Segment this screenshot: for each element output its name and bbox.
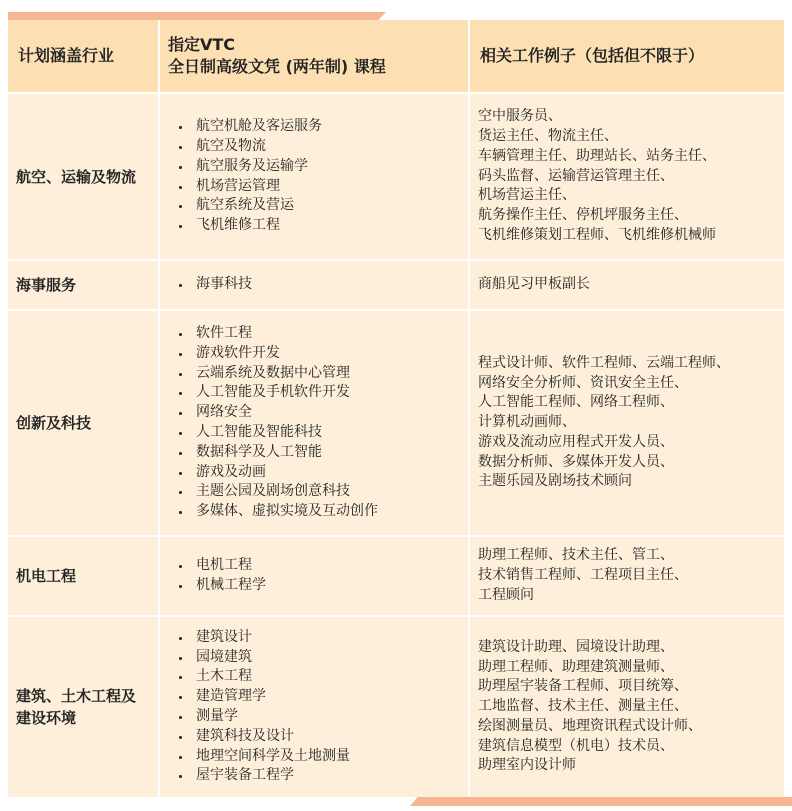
header-programme-line1: 指定VTC	[168, 35, 236, 54]
programme-list	[174, 275, 252, 295]
programme-item: • 数据科学及人工智能	[192, 443, 378, 463]
programme-item: • 机场营运管理	[192, 177, 322, 197]
text-line: 建筑设计助理、园境设计助理、	[478, 638, 674, 655]
programme-item: • 软件工程	[192, 324, 378, 344]
text-line: 助理工程师、技术主任、管工、	[478, 547, 674, 564]
programme-item: • 人工智能及智能科技	[192, 423, 378, 443]
industry-label: 创新及科技	[16, 414, 92, 432]
programme-list	[174, 556, 266, 596]
text-line: 工地监督、技术主任、测量主任、	[478, 698, 688, 715]
row-programmes	[160, 94, 470, 259]
row-jobs	[470, 537, 784, 615]
industry-label: 海事服务	[16, 276, 77, 294]
row-industry	[8, 94, 160, 259]
text-line: 助理屋宇装备工程师、项目统筹、	[478, 678, 688, 695]
jobs-text	[478, 354, 730, 493]
programme-item: • 测量学	[192, 707, 350, 727]
programme-item: • 网络安全	[192, 403, 378, 423]
programme-item: • 建造管理学	[192, 687, 350, 707]
text-line: 空中服务员、	[478, 108, 562, 125]
text-line: 货运主任、物流主任、	[478, 128, 618, 144]
top-accent-bar	[8, 12, 386, 20]
programme-item: • 航空及物流	[192, 137, 322, 157]
programme-item: • 飞机维修工程	[192, 216, 322, 236]
text-line: 飞机维修策划工程师、飞机维修机械师	[478, 226, 716, 243]
text-line: 工程顾问	[478, 586, 534, 603]
programme-item: • 土木工程	[192, 667, 350, 687]
programme-item: • 航空系统及营运	[192, 196, 322, 216]
text-line: 建筑、土木工程及	[16, 687, 137, 705]
programme-item: • 多媒体、虚拟实境及互动创作	[192, 502, 378, 522]
row-programmes	[160, 617, 470, 797]
row-programmes	[160, 537, 470, 615]
programme-list	[174, 117, 322, 236]
text-line: 机场营运主任、	[478, 187, 576, 204]
industry-label: 机电工程	[16, 567, 77, 585]
text-line: 助理工程师、助理建筑测量师、	[478, 658, 674, 675]
row-programmes	[160, 261, 470, 309]
row-industry	[8, 261, 160, 309]
row-jobs	[470, 261, 784, 309]
jobs-text	[478, 546, 688, 605]
header-programme-line2: 全日制高级文凭 (两年制) 课程	[168, 57, 386, 76]
programme-item: • 园境建筑	[192, 648, 350, 668]
text-line: 绘图测量员、地理资讯程式设计师、	[478, 717, 702, 734]
row-jobs	[470, 617, 784, 797]
programme-item: • 航空服务及运输学	[192, 157, 322, 177]
row-jobs	[470, 94, 784, 259]
programme-item: • 主题公园及剧场创意科技	[192, 482, 378, 502]
programme-list	[174, 628, 350, 786]
text-line: 计算机动画师、	[478, 414, 576, 431]
programme-item: • 地理空间科学及土地测量	[192, 747, 350, 767]
text-line: 数据分析师、多媒体开发人员、	[478, 453, 674, 470]
header-industry	[8, 20, 160, 92]
text-line: 主题乐园及剧场技术顾问	[478, 473, 632, 490]
programme-item: • 人工智能及手机软件开发	[192, 383, 378, 403]
text-line: 车辆管理主任、助理站长、站务主任、	[478, 147, 716, 164]
programme-item: • 建筑科技及设计	[192, 727, 350, 747]
text-line: 建筑信息模型（机电）技术员、	[478, 737, 674, 754]
header-programme	[160, 20, 470, 92]
programme-item: • 屋宇装备工程学	[192, 766, 350, 786]
row-industry	[8, 311, 160, 535]
industry-label	[16, 685, 136, 729]
bottom-accent-bar	[410, 797, 792, 806]
programme-item: • 游戏及动画	[192, 463, 378, 483]
row-industry	[8, 617, 160, 797]
text-line: 码头监督、运输营运管理主任、	[478, 167, 674, 184]
programme-item: • 云端系统及数据中心管理	[192, 364, 378, 384]
text-line: 技术销售工程师、工程项目主任、	[478, 567, 688, 584]
programme-item: • 电机工程	[192, 556, 266, 576]
jobs-text	[478, 275, 590, 295]
header-jobs-label: 相关工作例子（包括但不限于）	[480, 46, 705, 65]
programme-item: • 机械工程学	[192, 576, 266, 596]
text-line: 人工智能工程师、网络工程师、	[478, 394, 674, 411]
row-programmes	[160, 311, 470, 535]
programme-item: • 海事科技	[192, 275, 252, 295]
programme-item: • 航空机舱及客运服务	[192, 117, 322, 137]
text-line: 航务操作主任、停机坪服务主任、	[478, 207, 688, 224]
programme-item: • 建筑设计	[192, 628, 350, 648]
programme-item: • 游戏软件开发	[192, 344, 378, 364]
text-line: 商船见习甲板副长	[478, 276, 590, 293]
text-line: 程式设计师、软件工程师、云端工程师、	[478, 354, 730, 371]
text-line: 网络安全分析师、资讯安全主任、	[478, 374, 688, 391]
header-industry-label: 计划涵盖行业	[18, 46, 115, 65]
header-jobs	[470, 20, 784, 92]
industry-table	[8, 20, 784, 797]
programme-list	[174, 324, 378, 522]
jobs-text	[478, 107, 716, 246]
industry-label: 航空、运输及物流	[16, 167, 137, 186]
row-industry	[8, 537, 160, 615]
row-jobs	[470, 311, 784, 535]
text-line: 助理室内设计师	[478, 757, 576, 774]
jobs-text	[478, 638, 702, 777]
text-line: 建设环境	[16, 709, 77, 727]
text-line: 游戏及流动应用程式开发人员、	[478, 433, 674, 450]
